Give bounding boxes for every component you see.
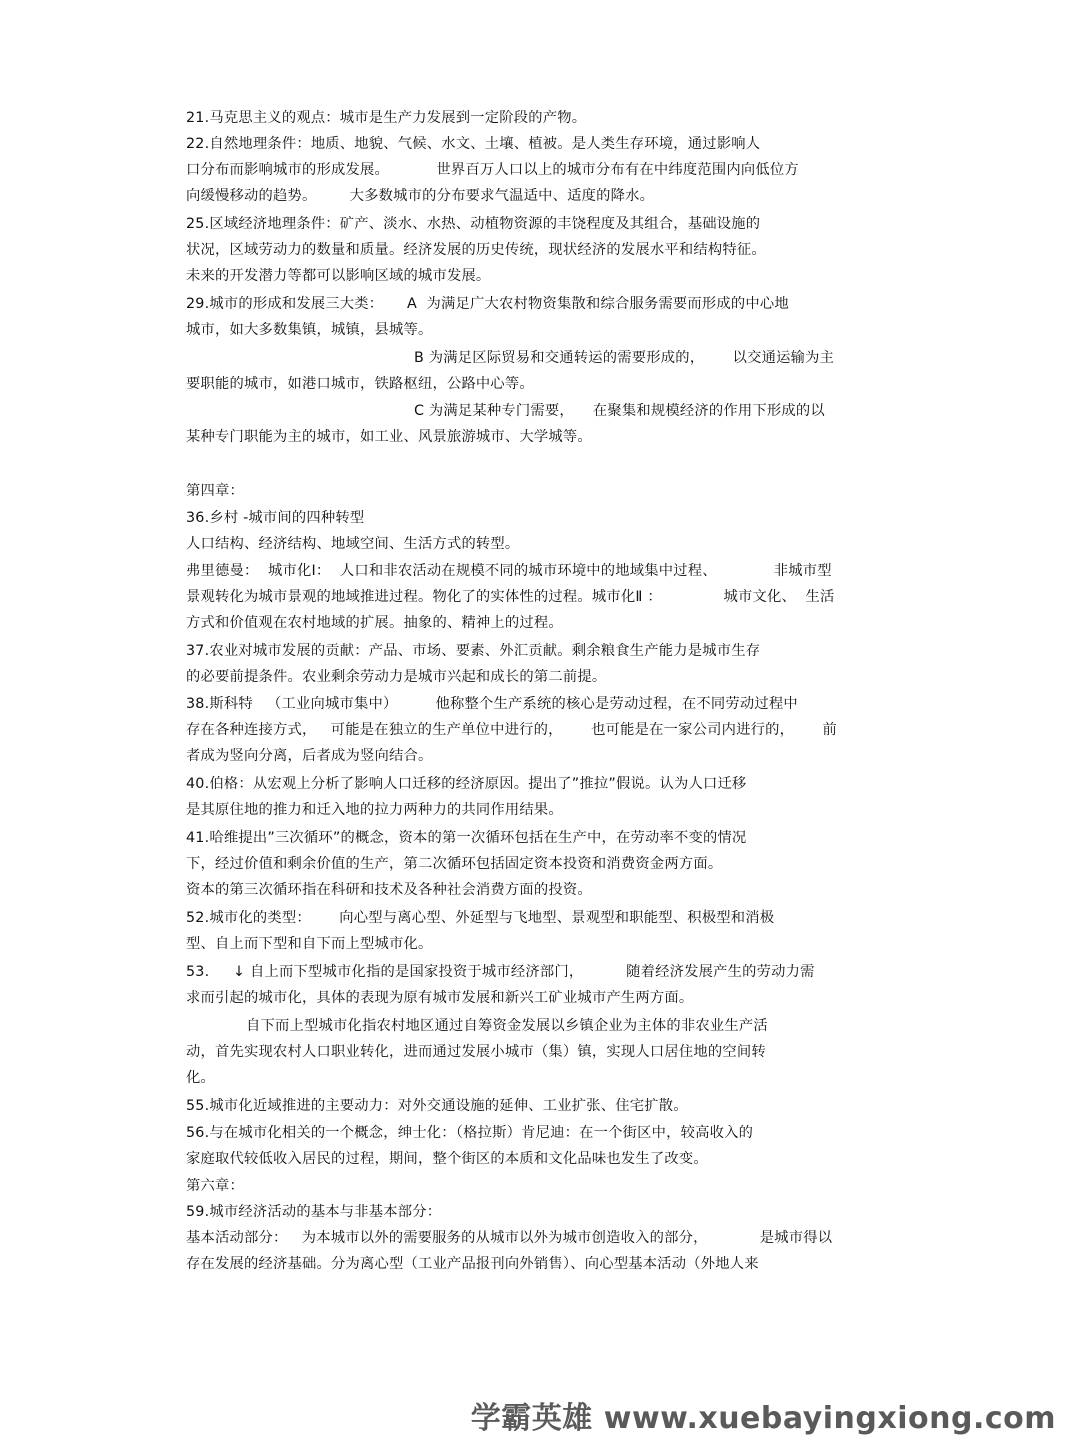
text-line: 未来的开发潜力等都可以影响区域的城市发展。	[186, 268, 491, 284]
text-line: 状况，区域劳动力的数量和质量。经济发展的历史传统，现状经济的发展水平和结构特征。	[186, 242, 766, 258]
text-line: 下，经过价值和剩余价值的生产，第二次循环包括固定资本投资和消费资金两方面。	[186, 856, 723, 872]
text-line: 者成为竖向分离，后者成为竖向结合。	[186, 748, 433, 764]
text-line: 城市，如大多数集镇，城镇，县城等。	[186, 322, 433, 338]
text-line: B 为满足区际贸易和交通转运的需要形成的， 以交通运输为主	[414, 350, 835, 366]
text-line: 自下而上型城市化指农村地区通过自筹资金发展以乡镇企业为主体的非农业生产活	[246, 1018, 768, 1034]
text-line: 56.与在城市化相关的一个概念，绅士化：（格拉斯）肯尼迪：在一个街区中，较高收入的	[186, 1125, 754, 1141]
text-line: 动，首先实现农村人口职业转化，进而通过发展小城市（集）镇，实现人口居住地的空间转	[186, 1044, 766, 1060]
text-line: 向缓慢移动的趋势。 大多数城市的分布要求气温适中、适度的降水。	[186, 188, 655, 204]
text-line: 人口结构、经济结构、地域空间、生活方式的转型。	[186, 536, 520, 552]
text-line: 要职能的城市，如港口城市，铁路枢纽，公路中心等。	[186, 376, 534, 392]
text-line: 59.城市经济活动的基本与非基本部分：	[186, 1204, 442, 1220]
text-line: 存在各种连接方式， 可能是在独立的生产单位中进行的， 也可能是在一家公司内进行的， 前	[186, 722, 838, 738]
text-line: 55.城市化近域推进的主要动力：对外交通设施的延伸、工业扩张、住宅扩散。	[186, 1098, 688, 1114]
text-line: 口分布而影响城市的形成发展。 世界百万人口以上的城市分布有在中纬度范围内向低位方	[186, 162, 799, 178]
text-line: 25.区域经济地理条件：矿产、淡水、水热、动植物资源的丰饶程度及其组合，基础设施的	[186, 216, 761, 232]
text-line: 家庭取代较低收入居民的过程，期间，整个街区的本质和文化品味也发生了改变。	[186, 1151, 708, 1167]
text-line: 38.斯科特 （工业向城市集中） 他称整个生产系统的核心是劳动过程，在不同劳动过程中	[186, 696, 798, 712]
text-line: 37.农业对城市发展的贡献：产品、市场、要素、外汇贡献。剩余粮食生产能力是城市生存	[186, 643, 761, 659]
text-line: 方式和价值观在农村地域的扩展。抽象的、精神上的过程。	[186, 615, 563, 631]
text-line: 型、自上而下型和自下而上型城市化。	[186, 936, 433, 952]
text-line: 41.哈维提出”三次循环”的概念，资本的第一次循环包括在生产中，在劳动率不变的情况	[186, 830, 747, 846]
text-line: 化。	[186, 1070, 215, 1086]
text-line: 52.城市化的类型： 向心型与离心型、外延型与飞地型、景观型和职能型、积极型和消极	[186, 910, 775, 926]
text-line: 的必要前提条件。农业剩余劳动力是城市兴起和成长的第二前提。	[186, 669, 607, 685]
text-line: 资本的第三次循环指在科研和技术及各种社会消费方面的投资。	[186, 882, 592, 898]
chapter-heading: 第四章：	[186, 483, 244, 499]
text-line: 36.乡村 -城市间的四种转型	[186, 510, 365, 526]
text-line: 21.马克思主义的观点：城市是生产力发展到一定阶段的产物。	[186, 110, 587, 126]
text-line: 29.城市的形成和发展三大类： A 为满足广大农村物资集散和综合服务需要而形成的中心地	[186, 296, 789, 312]
text-line: 基本活动部分： 为本城市以外的需要服务的从城市以外为城市创造收入的部分， 是城市得以	[186, 1230, 833, 1246]
text-line: 22.自然地理条件：地质、地貌、气候、水文、土壤、植被。是人类生存环境，通过影响人	[186, 136, 761, 152]
site-watermark: 学霸英雄 www.xuebayingxiong.com	[470, 1401, 1056, 1436]
text-line: 某种专门职能为主的城市，如工业、风景旅游城市、大学城等。	[186, 429, 592, 445]
text-line: 求而引起的城市化，具体的表现为原有城市发展和新兴工矿业城市产生两方面。	[186, 990, 694, 1006]
text-line: 弗里德曼： 城市化Ⅰ： 人口和非农活动在规模不同的城市环境中的地域集中过程、 非城市型	[186, 563, 832, 579]
text-line: 景观转化为城市景观的地域推进过程。物化了的实体性的过程。城市化Ⅱ ： 城市文化、 生活	[186, 589, 835, 605]
text-line: C 为满足某种专门需要， 在聚集和规模经济的作用下形成的以	[414, 403, 825, 419]
text-line: 是其原住地的推力和迁入地的拉力两种力的共同作用结果。	[186, 802, 563, 818]
text-line: 53. ↓ 自上而下型城市化指的是国家投资于城市经济部门， 随着经济发展产生的劳动力需	[186, 964, 815, 980]
text-line: 存在发展的经济基础。分为离心型（工业产品报刊向外销售）、向心型基本活动（外地人来	[186, 1256, 759, 1272]
text-line: 40.伯格：从宏观上分析了影响人口迁移的经济原因。提出了”推拉”假说。认为人口迁移	[186, 776, 747, 792]
chapter-heading: 第六章：	[186, 1178, 244, 1194]
